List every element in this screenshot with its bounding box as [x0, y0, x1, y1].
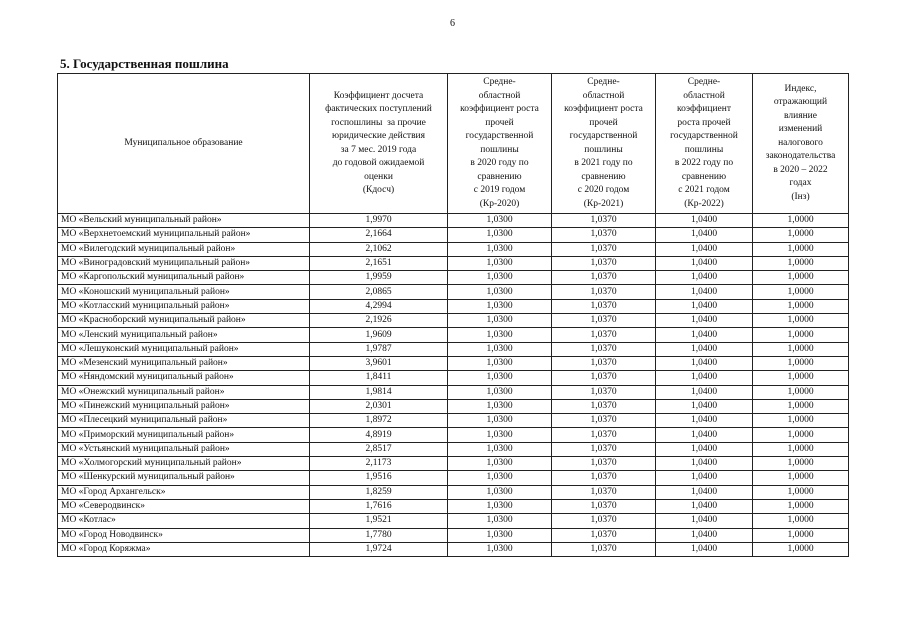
coefficient-cell: 1,0000	[753, 328, 849, 342]
column-header-line: пошлины	[584, 144, 623, 155]
column-header-line: коэффициент	[677, 104, 731, 114]
coefficient-cell: 1,0400	[656, 471, 753, 485]
coefficient-cell: 1,0400	[656, 485, 753, 499]
column-header-line: с 2019 годом	[473, 185, 526, 195]
coefficient-cell: 1,0370	[552, 414, 656, 428]
coefficient-cell: 1,0400	[656, 342, 753, 356]
coefficient-cell: 2,1664	[310, 228, 448, 242]
coefficient-cell: 1,0000	[753, 285, 849, 299]
column-header-line: Муниципальное образование	[124, 137, 243, 148]
column-header-line: оценки	[364, 171, 393, 182]
column-header-line: государственной	[569, 131, 638, 141]
coefficient-cell: 1,0370	[552, 299, 656, 313]
coefficient-cell: 1,0370	[552, 242, 656, 256]
table-row	[58, 285, 849, 299]
column-header-line: в 2021 году по	[574, 158, 633, 168]
coefficient-cell: 1,7780	[310, 528, 448, 542]
coefficient-cell: 1,0370	[552, 271, 656, 285]
coefficient-cell: 1,0300	[448, 457, 552, 471]
table-row	[58, 485, 849, 499]
coefficient-cell: 1,0000	[753, 428, 849, 442]
coefficient-cell: 1,0400	[656, 442, 753, 456]
column-header-line: Средне-	[483, 77, 516, 87]
column-header-line: с 2020 годом	[577, 185, 630, 195]
coefficient-cell: 1,0000	[753, 471, 849, 485]
coefficient-cell: 1,0300	[448, 442, 552, 456]
municipality-cell: МО «Вилегодский муниципальный район»	[58, 242, 310, 256]
coefficient-cell: 1,0000	[753, 256, 849, 270]
column-header-line: фактических поступлений	[325, 104, 432, 114]
table-row	[58, 428, 849, 442]
coefficient-cell: 1,8259	[310, 485, 448, 499]
header-row	[58, 74, 849, 214]
column-header-line: изменений	[778, 124, 823, 135]
coefficient-cell: 1,0300	[448, 399, 552, 413]
coefficient-cell: 1,0400	[656, 457, 753, 471]
coefficient-cell: 1,0370	[552, 385, 656, 399]
coefficient-cell: 1,0000	[753, 314, 849, 328]
coefficient-cell: 1,0400	[656, 414, 753, 428]
coefficient-cell: 1,0000	[753, 414, 849, 428]
column-header-line: (Кдосч)	[362, 185, 395, 195]
coefficient-cell: 4,8919	[310, 428, 448, 442]
municipality-cell: МО «Город Коряжма»	[58, 542, 310, 556]
coefficient-cell: 1,0400	[656, 228, 753, 242]
coefficient-cell: 1,0000	[753, 399, 849, 413]
coefficient-cell: 1,0400	[656, 256, 753, 270]
coefficient-cell: 1,0300	[448, 256, 552, 270]
column-header-line: влияние	[784, 110, 817, 121]
column-header-line: роста прочей	[677, 117, 731, 128]
coefficient-cell: 1,0370	[552, 399, 656, 413]
table-row	[58, 528, 849, 542]
column-header-line: сравнению	[581, 171, 626, 182]
column-header-line: налогового	[778, 137, 823, 148]
coefficient-cell: 1,9970	[310, 214, 448, 228]
municipality-cell: МО «Город Новодвинск»	[58, 528, 310, 542]
table-row	[58, 514, 849, 528]
coefficient-cell: 1,0400	[656, 314, 753, 328]
coefficient-cell: 1,0300	[448, 371, 552, 385]
column-header-line: областной	[478, 90, 521, 101]
table-row	[58, 271, 849, 285]
municipality-cell: МО «Плесецкий муниципальный район»	[58, 414, 310, 428]
coefficient-cell: 1,0400	[656, 285, 753, 299]
coefficient-cell: 2,8517	[310, 442, 448, 456]
column-header-line: пошлины	[480, 144, 519, 155]
column-header	[310, 74, 448, 214]
column-header-line: годах	[789, 178, 812, 189]
coefficient-cell: 1,0300	[448, 328, 552, 342]
municipality-cell: МО «Приморский муниципальный район»	[58, 428, 310, 442]
coefficient-cell: 1,0300	[448, 528, 552, 542]
column-header-line: (Кр-2021)	[583, 198, 624, 209]
municipality-cell: МО «Няндомский муниципальный район»	[58, 371, 310, 385]
column-header-line: Средне-	[687, 77, 721, 87]
table-row	[58, 542, 849, 556]
table-row	[58, 256, 849, 270]
coefficient-cell: 1,0300	[448, 428, 552, 442]
municipality-cell: МО «Каргопольский муниципальный район»	[58, 271, 310, 285]
coefficient-cell: 1,0300	[448, 356, 552, 370]
column-header	[753, 74, 849, 214]
municipality-cell: МО «Пинежский муниципальный район»	[58, 399, 310, 413]
table-row	[58, 499, 849, 513]
column-header-line: областной	[683, 90, 725, 101]
municipality-cell: МО «Коношский муниципальный район»	[58, 285, 310, 299]
column-header	[656, 74, 753, 214]
coefficient-cell: 1,9609	[310, 328, 448, 342]
coefficient-cell: 1,0300	[448, 271, 552, 285]
coefficient-cell: 1,0000	[753, 499, 849, 513]
coefficient-cell: 1,0300	[448, 314, 552, 328]
column-header-line: (Кр-2022)	[684, 198, 724, 209]
column-header-line: коэффициент роста	[564, 104, 643, 114]
coefficient-cell: 1,9724	[310, 542, 448, 556]
coefficient-cell: 1,0400	[656, 528, 753, 542]
table-header	[58, 74, 849, 214]
table-row	[58, 471, 849, 485]
coefficient-cell: 2,1651	[310, 256, 448, 270]
column-header-line: юридические действия	[331, 131, 426, 141]
coefficient-cell: 1,0400	[656, 371, 753, 385]
column-header-line: с 2021 годом	[678, 185, 730, 195]
coefficient-cell: 1,0000	[753, 242, 849, 256]
column-header-line: госпошлины за прочие	[331, 117, 426, 128]
coefficient-cell: 1,0400	[656, 356, 753, 370]
table-body	[58, 214, 849, 557]
municipality-cell: МО «Виноградовский муниципальный район»	[58, 256, 310, 270]
municipality-cell: МО «Город Архангельск»	[58, 485, 310, 499]
coefficient-cell: 1,0370	[552, 285, 656, 299]
municipality-cell: МО «Онежский муниципальный район»	[58, 385, 310, 399]
municipality-cell: МО «Ленский муниципальный район»	[58, 328, 310, 342]
coefficient-cell: 1,0000	[753, 542, 849, 556]
coefficient-cell: 1,0400	[656, 242, 753, 256]
coefficient-cell: 1,0300	[448, 499, 552, 513]
coefficient-cell: 1,0300	[448, 285, 552, 299]
municipality-cell: МО «Северодвинск»	[58, 499, 310, 513]
coefficient-cell: 2,0301	[310, 399, 448, 413]
coefficient-cell: 1,0300	[448, 414, 552, 428]
coefficient-cell: 1,0400	[656, 328, 753, 342]
coefficient-cell: 1,0300	[448, 385, 552, 399]
coefficient-cell: 1,0400	[656, 542, 753, 556]
coefficient-cell: 1,0370	[552, 228, 656, 242]
coefficient-cell: 1,0300	[448, 342, 552, 356]
coefficient-cell: 1,0000	[753, 528, 849, 542]
coefficient-cell: 1,0370	[552, 356, 656, 370]
table-row	[58, 414, 849, 428]
coefficient-cell: 1,0000	[753, 457, 849, 471]
coefficient-cell: 1,0370	[552, 371, 656, 385]
column-header-line: за 7 мес. 2019 года	[340, 144, 417, 155]
coefficient-cell: 1,0000	[753, 514, 849, 528]
section-title: 5. Государственная пошлина	[60, 56, 229, 71]
coefficient-cell: 3,9601	[310, 356, 448, 370]
municipality-cell: МО «Верхнетоемский муниципальный район»	[58, 228, 310, 242]
coefficient-cell: 1,0300	[448, 242, 552, 256]
coefficient-cell: 1,0400	[656, 214, 753, 228]
coefficient-cell: 1,0370	[552, 485, 656, 499]
column-header-line: Средне-	[587, 77, 620, 87]
column-header-line: сравнению	[477, 171, 522, 182]
column-header-line: Коэффициент досчета	[333, 90, 424, 101]
column-header-line: (Iнз)	[791, 191, 810, 202]
municipality-cell: МО «Лешуконский муниципальный район»	[58, 342, 310, 356]
municipality-cell: МО «Холмогорский муниципальный район»	[58, 457, 310, 471]
coefficient-cell: 1,0000	[753, 485, 849, 499]
column-header	[552, 74, 656, 214]
coefficient-cell: 1,0000	[753, 214, 849, 228]
municipality-cell: МО «Котласский муниципальный район»	[58, 299, 310, 313]
coefficient-cell: 1,0370	[552, 442, 656, 456]
coefficient-cell: 1,0300	[448, 471, 552, 485]
coefficient-cell: 1,0300	[448, 299, 552, 313]
coefficient-cell: 1,0000	[753, 299, 849, 313]
coefficient-cell: 1,0400	[656, 399, 753, 413]
coefficient-cell: 1,0300	[448, 514, 552, 528]
table-row	[58, 385, 849, 399]
municipality-cell: МО «Котлас»	[58, 514, 310, 528]
coefficient-cell: 1,0370	[552, 214, 656, 228]
municipality-cell: МО «Красноборский муниципальный район»	[58, 314, 310, 328]
coefficient-cell: 1,0000	[753, 228, 849, 242]
coefficient-cell: 1,0300	[448, 485, 552, 499]
coefficient-cell: 1,0370	[552, 328, 656, 342]
column-header-line: прочей	[485, 117, 514, 128]
coefficient-cell: 1,0300	[448, 214, 552, 228]
column-header	[58, 74, 310, 214]
coefficient-cell: 1,9516	[310, 471, 448, 485]
coefficient-cell: 1,9787	[310, 342, 448, 356]
coefficient-cell: 1,0000	[753, 271, 849, 285]
coefficient-cell: 2,0865	[310, 285, 448, 299]
column-header-line: в 2020 году по	[470, 158, 529, 168]
coefficient-cell: 1,0300	[448, 542, 552, 556]
table-row	[58, 299, 849, 313]
coefficient-cell: 1,0400	[656, 385, 753, 399]
table-row	[58, 328, 849, 342]
municipality-cell: МО «Вельский муниципальный район»	[58, 214, 310, 228]
coefficient-cell: 1,0370	[552, 342, 656, 356]
coefficient-cell: 1,0370	[552, 428, 656, 442]
column-header-line: государственной	[670, 131, 738, 141]
column-header-line: в 2022 году по	[674, 158, 734, 168]
column-header-line: сравнению	[681, 171, 727, 182]
column-header-line: (Кр-2020)	[479, 198, 520, 209]
column-header-line: пошлины	[684, 144, 724, 155]
table-row	[58, 314, 849, 328]
column-header-line: отражающий	[773, 97, 828, 108]
municipality-cell: МО «Мезенский муниципальный район»	[58, 356, 310, 370]
coefficient-cell: 1,0370	[552, 528, 656, 542]
column-header-line: коэффициент роста	[460, 104, 539, 114]
coefficient-cell: 2,1926	[310, 314, 448, 328]
coefficient-cell: 2,1173	[310, 457, 448, 471]
table-row	[58, 242, 849, 256]
column-header	[448, 74, 552, 214]
table-row	[58, 228, 849, 242]
table-row	[58, 442, 849, 456]
coefficient-cell: 1,0000	[753, 342, 849, 356]
coefficient-cell: 1,8972	[310, 414, 448, 428]
coefficient-cell: 1,0400	[656, 271, 753, 285]
coefficient-cell: 1,9959	[310, 271, 448, 285]
column-header-line: прочей	[589, 117, 618, 128]
column-header-line: государственной	[465, 131, 534, 141]
municipality-cell: МО «Устьянский муниципальный район»	[58, 442, 310, 456]
coefficient-cell: 1,0370	[552, 514, 656, 528]
coefficient-cell: 1,0400	[656, 299, 753, 313]
coefficient-cell: 1,0000	[753, 385, 849, 399]
coefficient-cell: 1,9814	[310, 385, 448, 399]
table-row	[58, 371, 849, 385]
coefficient-cell: 1,0300	[448, 228, 552, 242]
coefficient-cell: 1,0370	[552, 314, 656, 328]
coefficient-cell: 1,0370	[552, 471, 656, 485]
coefficient-cell: 1,7616	[310, 499, 448, 513]
table-row	[58, 356, 849, 370]
coefficient-cell: 1,0400	[656, 514, 753, 528]
column-header-line: в 2020 – 2022	[773, 164, 828, 175]
coefficient-cell: 1,0400	[656, 499, 753, 513]
table-row	[58, 214, 849, 228]
coefficient-cell: 1,0370	[552, 256, 656, 270]
column-header-line: законодательства	[765, 151, 836, 162]
coefficient-cell: 1,9521	[310, 514, 448, 528]
column-header-line: областной	[582, 90, 625, 101]
coefficient-cell: 1,8411	[310, 371, 448, 385]
table-row	[58, 399, 849, 413]
coefficient-cell: 1,0000	[753, 356, 849, 370]
coefficient-cell: 2,1062	[310, 242, 448, 256]
coefficient-cell: 4,2994	[310, 299, 448, 313]
column-header-line: до годовой ожидаемой	[332, 158, 425, 168]
coefficient-cell: 1,0400	[656, 428, 753, 442]
column-header-line: Индекс,	[784, 83, 817, 94]
table-row	[58, 457, 849, 471]
coefficient-cell: 1,0000	[753, 371, 849, 385]
coefficient-cell: 1,0370	[552, 542, 656, 556]
table-row	[58, 342, 849, 356]
coefficient-cell: 1,0370	[552, 457, 656, 471]
page-number: 6	[450, 18, 455, 29]
municipality-cell: МО «Шенкурский муниципальный район»	[58, 471, 310, 485]
state-duty-table	[57, 73, 849, 557]
coefficient-cell: 1,0370	[552, 499, 656, 513]
coefficient-cell: 1,0000	[753, 442, 849, 456]
